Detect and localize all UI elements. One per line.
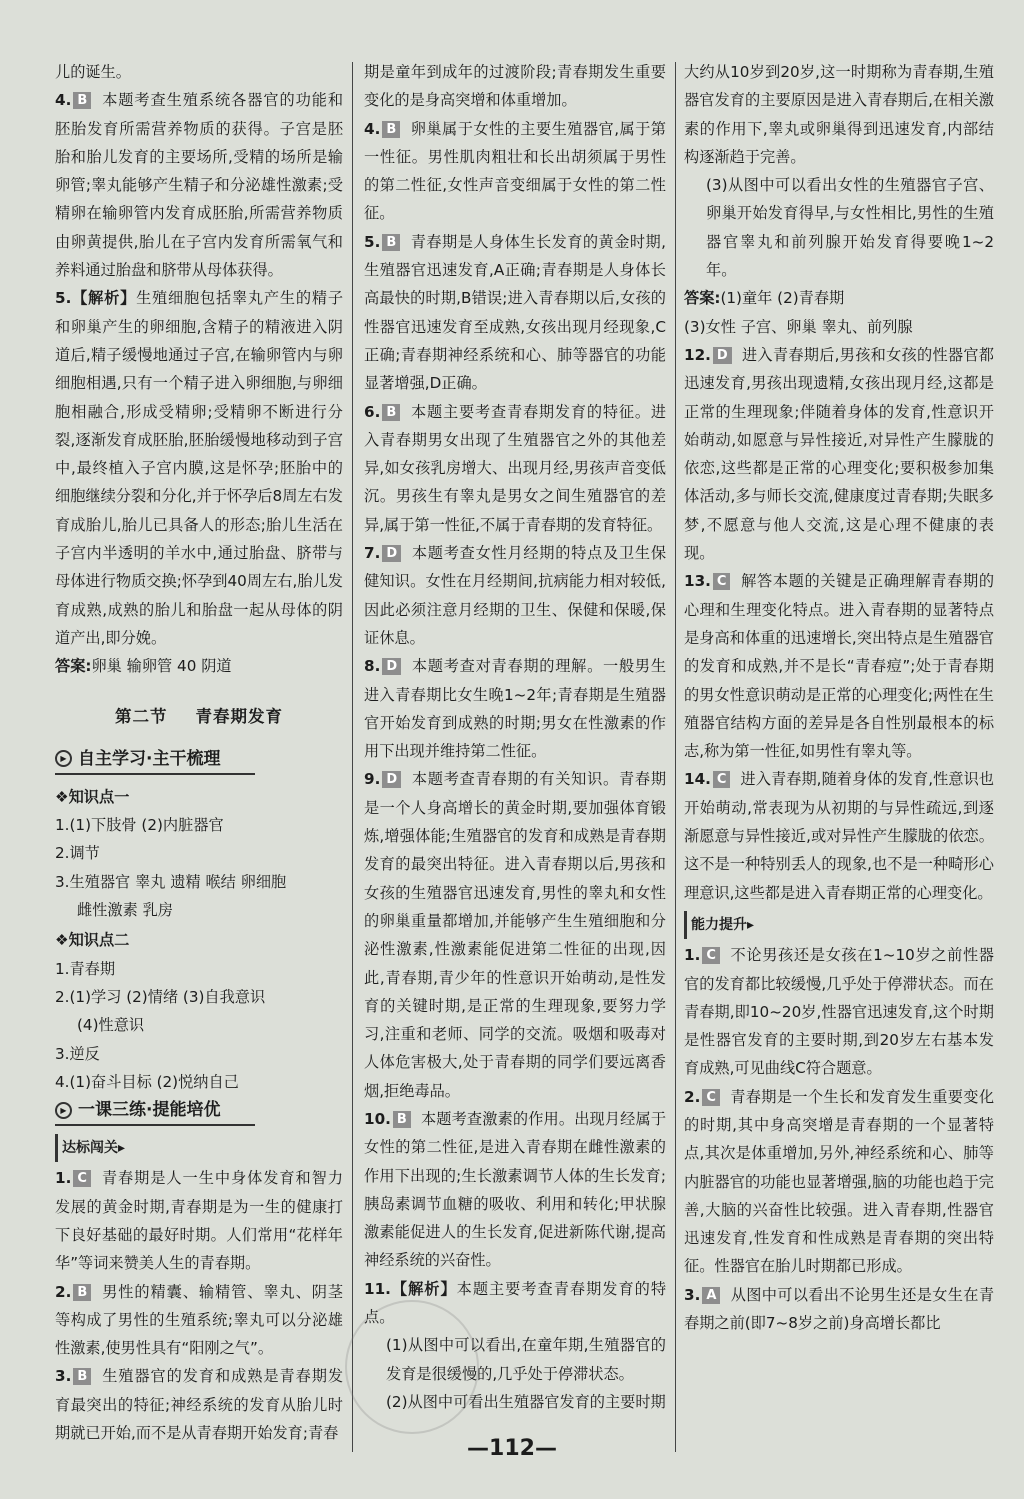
- knowledge-point-heading: ❖知识点二: [55, 931, 130, 950]
- play-circle-icon: ▶: [55, 1102, 72, 1119]
- answer-item: [364, 115, 666, 228]
- item-number: 14.: [684, 770, 711, 789]
- answer-badge: B: [73, 1284, 91, 1301]
- answer-badge: B: [73, 1368, 91, 1385]
- answer-line: [684, 284, 994, 312]
- item-number: 3.: [55, 1367, 72, 1386]
- answer-badge: A: [702, 1287, 720, 1304]
- text-continuation: 儿的诞生。: [55, 63, 131, 81]
- item-number: 4.: [364, 119, 381, 138]
- answer-item: [55, 86, 343, 284]
- answer-text: 本题考查对青春期的理解。一般男生进入青春期比女生晚1~2年;青春期是生殖器官开始发育到成熟的时期;男女在性激素的作用下出现并维持第二性征。: [364, 657, 666, 761]
- answer-badge: C: [73, 1170, 91, 1187]
- list-item: 1.(1)下肢骨 (2)内脏器官: [55, 816, 224, 835]
- list-item: 2.(1)学习 (2)情绪 (3)自我意识: [55, 987, 266, 1006]
- answer-badge: D: [713, 347, 732, 364]
- answer-badge: D: [382, 771, 401, 788]
- item-number: 5.: [55, 289, 72, 308]
- item-number: 8.: [364, 657, 381, 676]
- answer-text: 青春期是人一生中身体发育和智力发展的黄金时期,青春期是为一生的健康打下良好基础的最好时期。人们常用“花样年华”等词来赞美人生的青春期。: [55, 1169, 343, 1273]
- answer-badge: D: [382, 658, 401, 675]
- answer-badge: C: [713, 573, 731, 590]
- answer-text: 从图中可以看出不论男生还是女生在青春期之前(即7~8岁之前)身高增长都比: [684, 1285, 994, 1333]
- answer-badge: D: [382, 545, 401, 562]
- item-number: 1.: [55, 1169, 72, 1188]
- answer-item: [364, 1105, 666, 1275]
- item-number: 10.: [364, 1109, 391, 1128]
- answer-text: (1)童年 (2)青春期: [720, 289, 845, 308]
- item-number: 4.: [55, 91, 72, 110]
- list-item: 3.生殖器官 睾丸 遗精 喉结 卵细胞: [55, 872, 287, 891]
- subsection-heading: 达标闯关▸: [55, 1134, 343, 1162]
- knowledge-point-heading: ❖知识点一: [55, 787, 130, 806]
- list-item: 3.逆反: [55, 1044, 100, 1063]
- column-divider: [352, 62, 353, 1452]
- answer-text: (3)女性 子宫、卵巢 睾丸、前列腺: [684, 317, 913, 336]
- answer-item: [684, 567, 994, 765]
- answer-badge: B: [382, 234, 400, 251]
- answer-text: 本题考查女性月经期的特点及卫生保健知识。女性在月经期间,抗病能力相对较低,因此必须注意月经期的卫生、保健和保暖,保证休息。: [364, 544, 666, 647]
- answer-text: 青春期是一个生长和发育发生重要变化的时期,其中身高突增是青春期的一个显著特点,其次是体重增加,另外,神经系统和心、肺等内脏器官的功能也显著增强,脑的功能也趋于完善,大脑的兴奋性比较强。进入青春期,性器官迅速发育,性发育和性成熟是青春期的突出特征。性器官在胎儿时期都已形成。: [684, 1087, 994, 1276]
- answer-item: [684, 941, 994, 1082]
- answer-item: [684, 1083, 994, 1281]
- answer-badge: C: [702, 947, 720, 964]
- column-left: [55, 58, 343, 1447]
- answer-text: 卵巢属于女性的主要生殖器官,属于第一性征。男性肌肉粗壮和长出胡须属于男性的第二性征,女性声音变细属于女性的第二性征。: [364, 119, 666, 223]
- answer-badge: C: [702, 1089, 720, 1106]
- answer-line: [55, 652, 343, 680]
- list-item: (4)性意识: [77, 1016, 145, 1035]
- text-continuation: 大约从10岁到20岁,这一时期称为青春期,生殖器官发育的主要原因是进入青春期后,在相关激素的作用下,睾丸或卵巢得到迅速发育,内部结构逐渐趋于完善。: [684, 63, 994, 166]
- answer-text: 生殖器官的发育和成熟是青春期发育最突出的特征;神经系统的发育从胎儿时期就已开始,而不是从青春期开始发育;青春: [55, 1367, 343, 1443]
- section-number: 第二节: [115, 706, 168, 726]
- answer-item: [364, 228, 666, 398]
- answer-item: [55, 1164, 343, 1277]
- answer-text: 本题主要考查青春期发育的特点。: [364, 1279, 667, 1327]
- band-label: 自主学习·主干梳理: [78, 748, 221, 769]
- item-number: 2.: [684, 1087, 701, 1106]
- analysis-tag: 【解析】: [71, 289, 137, 308]
- item-number: 9.: [364, 770, 381, 789]
- text-continuation: 期是童年到成年的过渡阶段;青春期发生重要变化的是身高突增和体重增加。: [364, 63, 666, 110]
- answer-badge: B: [73, 92, 91, 109]
- item-number: 5.: [364, 232, 381, 251]
- answer-text: 本题考查青春期的有关知识。青春期是一个人身高增长的黄金时期,要加强体育锻炼,增强体能;生殖器官的发育和成熟是青春期发育的最突出特征。进入青春期以后,男孩和女孩的生殖器官迅速发育,男性的睾丸和女性的卵巢重量都增加,并能够产生生殖细胞和分泌性激素,性激素能促进第二性征的出现,因此,青春期,青少年的性意识开始萌动,是性发育的关键时期,是正常的生理现象,要努力学习,注重和老师、同学的交流。吸烟和吸毒对人体危害极大,处于青春期的同学们要远离香烟,拒绝毒品。: [364, 770, 666, 1100]
- subsection-heading: 能力提升▸: [684, 911, 994, 939]
- answer-text: 生殖细胞包括睾丸产生的精子和卵巢产生的卵细胞,含精子的精液进入阴道后,精子缓慢地通过子宫,在输卵管内与卵细胞相遇,只有一个精子进入卵细胞,与卵细胞相融合,形成受精卵;受精卵不断进行分裂,逐渐发育成胚胎,胚胎缓慢地移动到子宫中,最终植入子宫内膜,这是怀孕;胚胎中的细胞继续分裂和分化,并于怀孕后8周左右发育成胎儿,胎儿已具备人的形态;胎儿生活在子宫内半透明的羊水中,通过胎盘、脐带与母体进行物质交换;怀孕到40周左右,胎儿发育成熟,成熟的胎儿和胎盘一起从母体的阴道产出,即分娩。: [55, 289, 344, 647]
- answer-text: 卵巢 输卵管 40 阴道: [91, 657, 232, 676]
- answer-text: 本题主要考查青春期发育的特征。进入青春期男女出现了生殖器官之外的其他差异,如女孩乳房增大、出现月经,男孩声音变低沉。男孩生有睾丸是男女之间生殖器官的差异,属于第一性征,不属于青春期的发育特征。: [364, 402, 666, 534]
- answer-text: 本题考查生殖系统各器官的功能和胚胎发育所需营养物质的获得。子宫是胚胎和胎儿发育的主要场所,受精的场所是输卵管;睾丸能够产生精子和分泌雄性激素;受精卵在输卵管内发育成胚胎,所需营养物质由卵黄提供,胎儿在子宫内发育所需氧气和养料通过胎盘和脐带从母体获得。: [55, 91, 343, 280]
- answer-text: 青春期是人身体生长发育的黄金时期,生殖器官迅速发育,A正确;青春期是人身体长高最快的时期,B错误;进入青春期以后,女孩的性器官迅速发育至成熟,女孩出现月经现象,C正确;青春期神经系统和心、肺等器官的功能显著增强,D正确。: [364, 232, 666, 393]
- answer-subpart: (2)从图中可看出生殖器官发育的主要时期: [386, 1392, 666, 1411]
- section-title: [55, 703, 343, 731]
- answer-item: [364, 765, 666, 1105]
- answer-badge: B: [382, 404, 400, 421]
- column-right: [684, 58, 994, 1337]
- column-divider: [675, 62, 676, 1452]
- answer-badge: B: [393, 1111, 411, 1128]
- item-number: 7.: [364, 544, 381, 563]
- column-middle: [364, 58, 666, 1416]
- answer-item: [55, 284, 343, 652]
- answer-item: [684, 341, 994, 567]
- answer-item: [55, 1278, 343, 1363]
- answer-subpart: (1)从图中可以看出,在童年期,生殖器官的发育是很缓慢的,几乎处于停滞状态。: [386, 1336, 666, 1383]
- answer-badge: C: [713, 771, 731, 788]
- analysis-tag: 【解析】: [390, 1279, 457, 1298]
- answer-text: 进入青春期,随着身体的发育,性意识也开始萌动,常表现为从初期的与异性疏远,到逐渐愿意与异性接近,或对异性产生朦胧的依恋。这不是一种特别丢人的现象,也不是一种畸形心理意识,这些都是进入青春期正常的心理变化。: [684, 770, 994, 902]
- item-number: 13.: [684, 572, 711, 591]
- item-number: 12.: [684, 345, 711, 364]
- list-item: 2.调节: [55, 844, 100, 863]
- list-item: 1.青春期: [55, 959, 116, 978]
- answer-item: [364, 539, 666, 652]
- answer-item: [684, 765, 994, 906]
- section-name: 青春期发育: [195, 706, 283, 726]
- item-number: 2.: [55, 1282, 72, 1301]
- play-circle-icon: ▶: [55, 750, 72, 767]
- answer-item: [684, 1281, 994, 1338]
- watermark-seal: [345, 1300, 479, 1434]
- page-number: —112—: [467, 1436, 557, 1461]
- answer-label: 答案:: [55, 657, 92, 676]
- answer-text: 男性的精囊、输精管、睾丸、阴茎等构成了男性的生殖系统;睾丸可以分泌雄性激素,使男性具有“阳刚之气”。: [55, 1282, 343, 1358]
- item-number: 3.: [684, 1285, 701, 1304]
- answer-item: [364, 652, 666, 765]
- answer-item: [55, 1362, 343, 1447]
- answer-subpart: (3)从图中可以看出女性的生殖器官子宫、卵巢开始发育得早,与女性相比,男性的生殖器官睾丸和前列腺开始发育得要晚1~2年。: [706, 176, 994, 280]
- answer-item: [364, 398, 666, 539]
- item-number: 1.: [684, 946, 701, 965]
- answer-text: 不论男孩还是女孩在1~10岁之前性器官的发育都比较缓慢,几乎处于停滞状态。而在青春期,即10~20岁,性器官迅速发育,这个时期是性器官发育的主要时期,到20岁左右基本发育成熟,可见曲线C符合题意。: [684, 946, 994, 1078]
- section-band: [55, 745, 255, 775]
- answer-label: 答案:: [684, 289, 721, 308]
- list-item: 雌性激素 乳房: [77, 901, 173, 920]
- item-number: 11.: [364, 1279, 391, 1298]
- item-number: 6.: [364, 402, 381, 421]
- answer-badge: B: [382, 121, 400, 138]
- list-item: 4.(1)奋斗目标 (2)悦纳自己: [55, 1072, 239, 1091]
- answer-text: 解答本题的关键是正确理解青春期的心理和生理变化特点。进入青春期的显著特点是身高和体重的迅速增长,突出特点是生殖器官的发育和成熟,并不是长“青春痘”;处于青春期的男女性意识萌动是正常的心理变化;两性在生殖器官结构方面的差异是各自性别最根本的标志,称为第一性征,如男性有睾丸等。: [684, 572, 994, 761]
- section-band: [55, 1096, 255, 1126]
- answer-text: 本题考查激素的作用。出现月经属于女性的第二性征,是进入青春期在雌性激素的作用下出现的;生长激素调节人体的生长发育;胰岛素调节血糖的吸收、利用和转化;甲状腺激素能促进人的生长发育,促进新陈代谢,提高神经系统的兴奋性。: [364, 1109, 666, 1270]
- band-label: 一课三练·提能培优: [78, 1099, 221, 1120]
- answer-text: 进入青春期后,男孩和女孩的性器官都迅速发育,男孩出现遗精,女孩出现月经,这都是正常的生理现象;伴随着身体的发育,性意识开始萌动,如愿意与异性接近,对异性产生朦胧的依恋,这些都是正常的心理变化;要积极参加集体活动,多与师长交流,健康度过青春期;失眠多梦,不愿意与他人交流,这是心理不健康的表现。: [684, 345, 994, 563]
